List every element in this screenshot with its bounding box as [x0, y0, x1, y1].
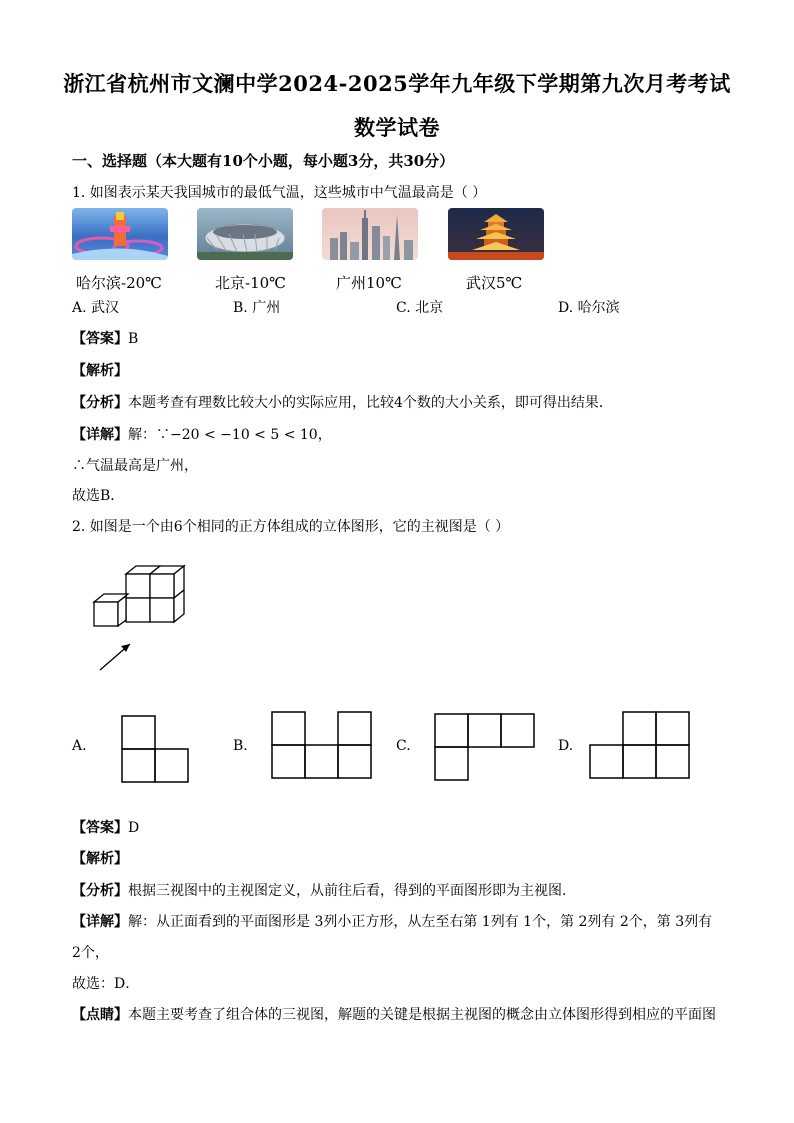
dianjing-text: 本题主要考查了组合体的三视图，解题的关键是根据主视图的概念由立体图形得到相应的平面图	[128, 1007, 716, 1023]
skyline-art	[322, 208, 418, 260]
fenxi-text: 本题考查有理数比较大小的实际应用，比较4个数的大小关系，即可得出结果．	[128, 395, 613, 411]
q2-option-d-label: D.	[558, 738, 574, 754]
dianjing-label: 【点睛】	[72, 1007, 128, 1023]
tower-art	[448, 208, 544, 260]
xiangjie-text: 解：从正面看到的平面图形是 3列小正方形，从左至右第 1列有 1个，第 2列有 2个，第 3列有	[128, 914, 713, 930]
q1-answer	[72, 328, 138, 348]
q2-dianjing	[72, 1004, 716, 1024]
exam-title: 浙江省杭州市文澜中学2024-2025学年九年级下学期第九次月考考试	[63, 71, 731, 96]
xiangjie-label: 【详解】	[72, 914, 128, 930]
fenxi-text: 根据三视图中的主视图定义，从前往后看，得到的平面图形即为主视图．	[128, 883, 576, 899]
q2-answer	[72, 817, 139, 837]
q2-option-b-view	[271, 710, 375, 780]
q1-conclusion: 故选B．	[72, 488, 125, 504]
q2-option-c-label: C.	[396, 738, 411, 754]
q1-analysis-label: 【解析】	[72, 363, 128, 379]
city-caption-beijing: 北京-10℃	[215, 274, 286, 292]
city-caption-wuhan: 武汉5℃	[466, 274, 523, 292]
q2-analysis-label: 【解析】	[72, 851, 128, 867]
q2-xiangjie-line1	[72, 911, 712, 931]
q1-option-c: C. 北京	[396, 300, 444, 316]
q2-option-a-view	[121, 714, 191, 784]
answer-value: D	[128, 820, 140, 836]
q1-option-d: D. 哈尔滨	[558, 300, 620, 316]
q1-xiangjie	[72, 424, 332, 444]
answer-label: 【答案】	[72, 331, 128, 347]
q2-xiangjie-line2: 2个，	[72, 945, 109, 961]
answer-label: 【答案】	[72, 820, 128, 836]
city-caption-harbin: 哈尔滨-20℃	[76, 274, 162, 292]
fenxi-label: 【分析】	[72, 883, 128, 899]
ice-sculpture-photo	[72, 208, 168, 260]
section-heading: 一、选择题（本大题有10个小题，每小题3分，共30分）	[72, 152, 455, 170]
q2-stem: 2. 如图是一个由6个相同的正方体组成的立体图形，它的主视图是（ ）	[72, 519, 510, 535]
exam-subtitle: 数学试卷	[354, 115, 440, 140]
xiangjie-label: 【详解】	[72, 427, 128, 443]
city-caption-guangzhou: 广州10℃	[336, 274, 402, 292]
q2-option-b-label: B.	[233, 738, 248, 754]
cube-solid-figure	[88, 560, 228, 690]
q1-therefore: ∴气温最高是广州，	[72, 458, 198, 474]
q1-option-a: A. 武汉	[72, 300, 120, 316]
q2-conclusion: 故选：D．	[72, 976, 140, 992]
answer-value: B	[128, 331, 139, 347]
q2-fenxi	[72, 880, 576, 900]
q1-stem: 1. 如图表示某天我国城市的最低气温，这些城市中气温最高是（ ）	[72, 185, 487, 201]
birds-nest-stadium-photo	[197, 208, 293, 260]
q2-option-d-view	[589, 710, 693, 780]
q2-option-c-view	[434, 712, 538, 782]
stadium-art	[197, 208, 293, 260]
ice-sculpture-art	[72, 208, 168, 260]
q1-fenxi	[72, 392, 613, 412]
city-skyline-photo	[322, 208, 418, 260]
q2-option-a-label: A.	[72, 738, 87, 754]
fenxi-label: 【分析】	[72, 395, 128, 411]
xiangjie-text: 解：∵−20 < −10 < 5 < 10，	[128, 427, 332, 443]
q1-option-b: B. 广州	[233, 300, 281, 316]
yellow-crane-tower-photo	[448, 208, 544, 260]
